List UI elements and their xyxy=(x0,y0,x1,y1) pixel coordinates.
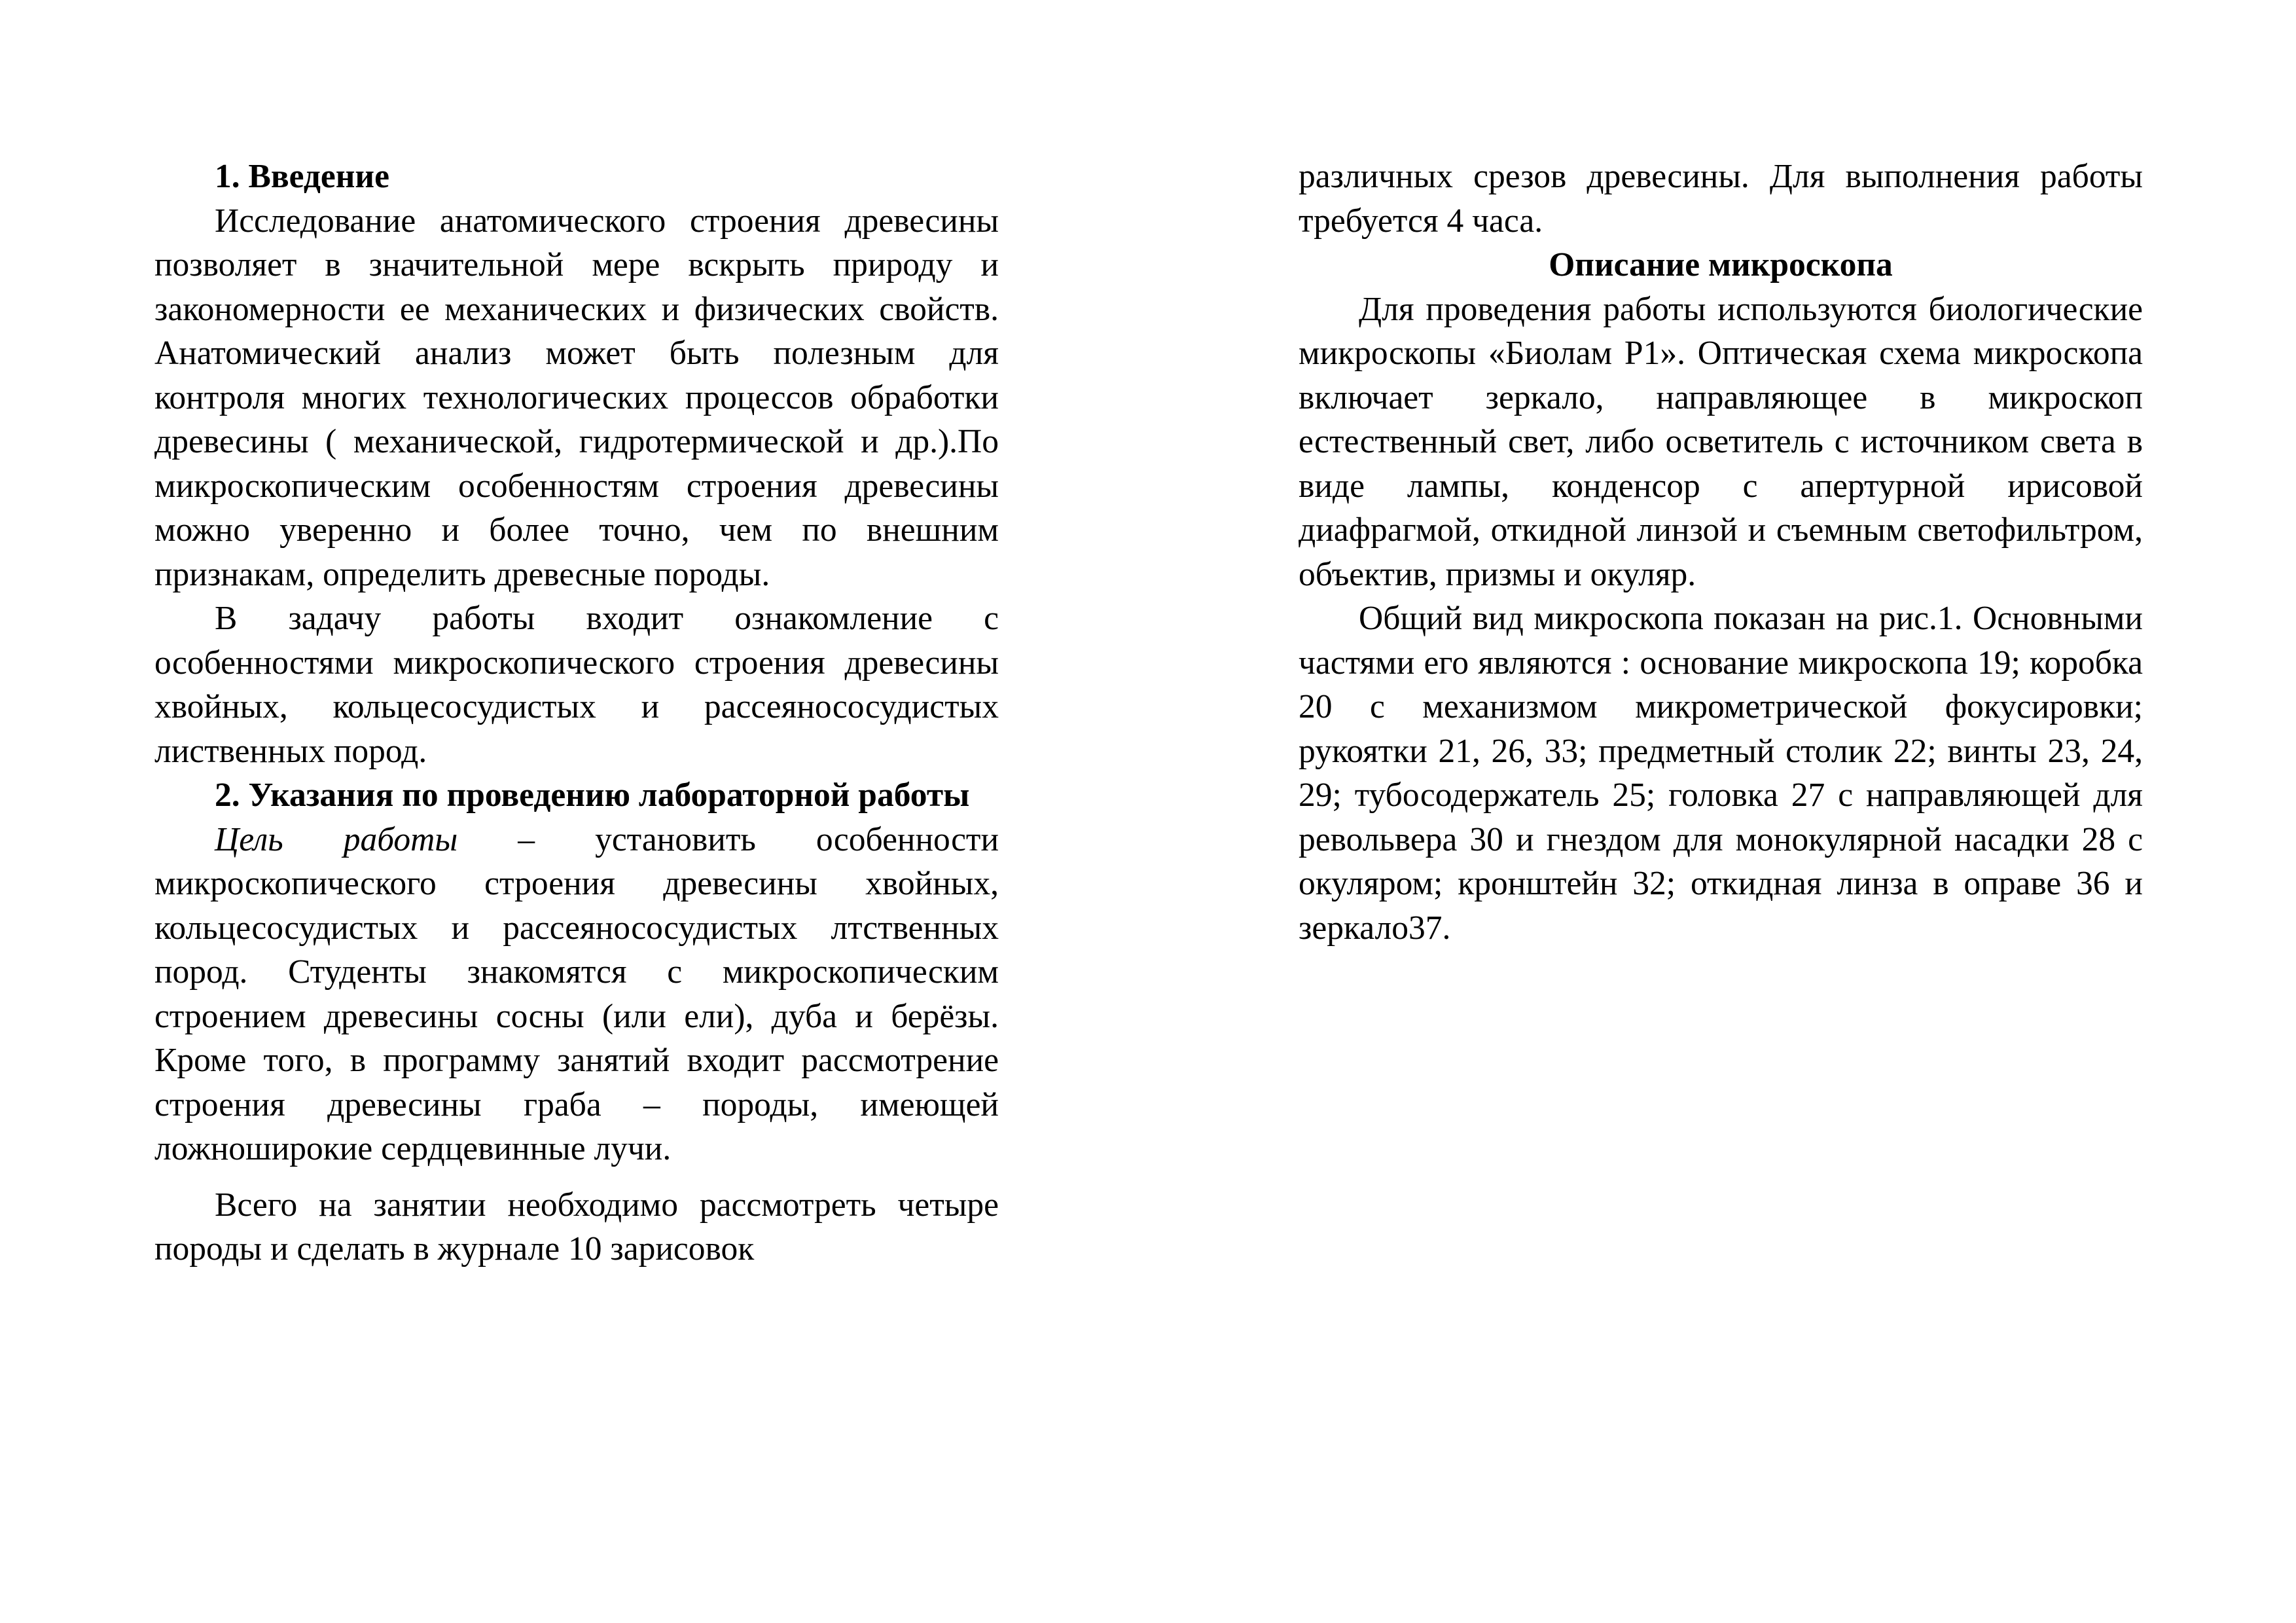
paragraph-continuation: различных срезов древесины. Для выполнения работы требуется 4 часа. xyxy=(1299,158,2143,240)
section-heading-microscope: Описание микроскопа xyxy=(1549,246,1893,283)
goal-label: Цель работы xyxy=(215,820,458,858)
paragraph-microscope: Для проведения работы используются биологические микроскопы «Биолам Р1». Оптическая схема микроскопа включает зеркало, направляющее в микроскоп естественный свет, либо осветитель с источником света в виде лампы, конденсор с апертурной ирисовой диафрагмой, откидной линзой и съемным светофильтром, объектив, призмы и окуляр. xyxy=(1299,290,2143,593)
section-heading-instructions: 2. Указания по проведению лабораторной работы xyxy=(215,776,970,814)
paragraph-parts: Общий вид микроскопа показан на рис.1. Основными частями его являются : основание микроскопа 19; коробка 20 с механизмом микрометрической фокусировки; рукоятки 21, 26, 33; предметный столик 22; винты 23, 24, 29; тубосодержатель 25; головка 27 с направляющей для револьвера 30 и гнездом для монокулярной насадки 28 с окуляром; кронштейн 32; откидная линза в оправе 36 и зеркало37. xyxy=(1299,600,2143,947)
paragraph-introduction: Исследование анатомического строения древесины позволяет в значительной мере вскрыть природу и закономерности ее механических и физических свойств. Анатомический анализ может быть полезным для контроля многих технологических процессов обработки древесины ( механической, гидротермической и др.).По микроскопическим особенностям строения древесины можно уверенно и более точно, чем по внешним признакам, определить древесные породы. xyxy=(154,202,999,593)
right-column xyxy=(1299,155,2143,950)
section-heading-introduction: 1. Введение xyxy=(215,158,389,195)
paragraph-task: В задачу работы входит ознакомление с особенностями микроскопического строения древесины хвойных, кольцесосудистых и рассеянососудистых лиственных пород. xyxy=(154,600,999,770)
paragraph-total: Всего на занятии необходимо рассмотреть четыре породы и сделать в журнале 10 зарисовок xyxy=(154,1186,999,1267)
left-column xyxy=(154,155,999,1271)
goal-text: – установить особенности микроскопического строения древесины хвойных, кольцесосудистых и рассеянососудистых лтственных пород. Студенты знакомятся с микроскопическим строением древесины сосны (или ели), дуба и берёзы. Кроме того, в программу занятий входит рассмотрение строения древесины граба – породы, имеющей ложноширокие сердцевинные лучи. xyxy=(154,820,999,1167)
paragraph-goal xyxy=(154,818,999,1171)
